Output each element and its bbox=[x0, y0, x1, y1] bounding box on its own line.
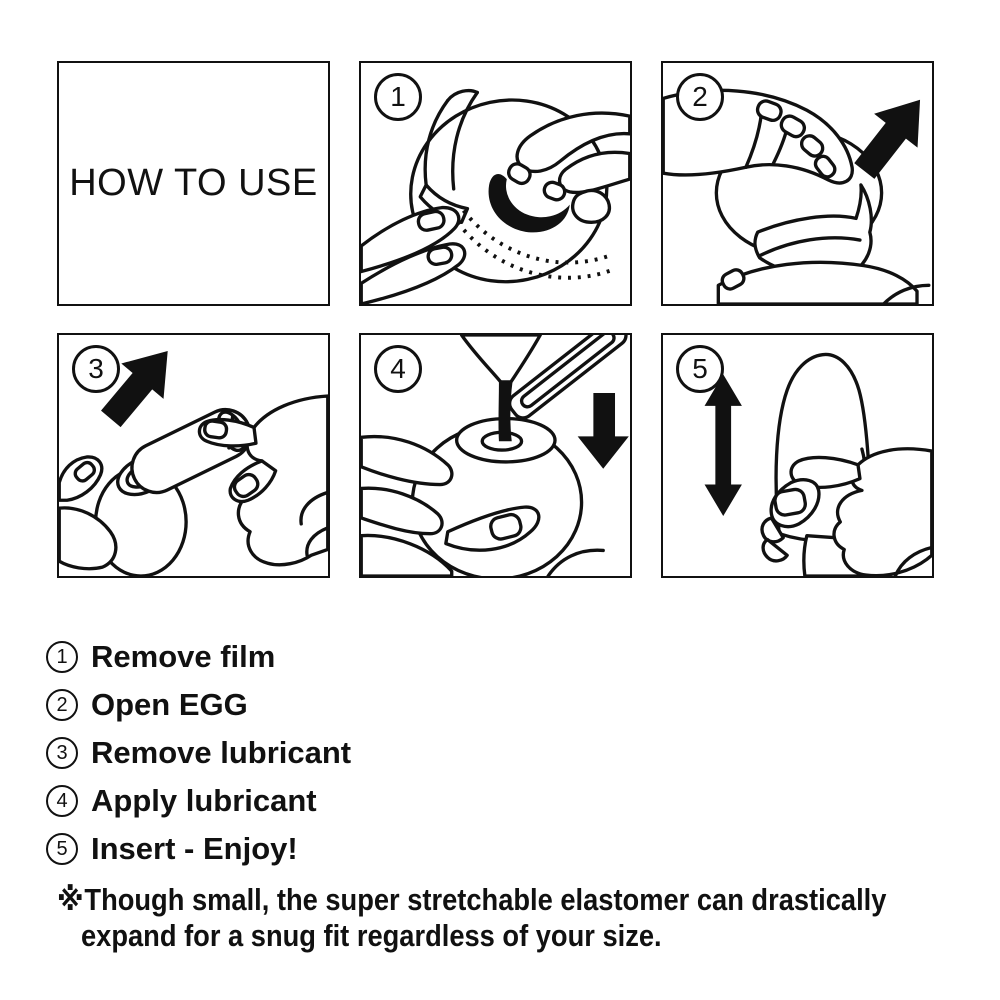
step-3-number-badge: 3 bbox=[72, 345, 120, 393]
capsule-spout bbox=[462, 335, 541, 382]
step-1-circle-number: 1 bbox=[46, 641, 78, 673]
panel-step-1 bbox=[359, 61, 632, 306]
arrow-down-icon bbox=[578, 393, 629, 469]
step-1-number-badge: 1 bbox=[374, 73, 422, 121]
instruction-item-4 bbox=[46, 784, 351, 818]
step-5-circle-number: 5 bbox=[46, 833, 78, 865]
note-line-1-text: Though small, the super stretchable elastomer can drastically bbox=[84, 882, 887, 917]
title-panel bbox=[57, 61, 330, 306]
title-box bbox=[59, 63, 328, 304]
panel-step-5 bbox=[661, 333, 934, 578]
note-line-1 bbox=[57, 882, 886, 918]
step-2-circle-number: 2 bbox=[46, 689, 78, 721]
instruction-label-1: Remove film bbox=[91, 639, 276, 674]
instruction-list bbox=[46, 640, 351, 880]
instruction-item-5 bbox=[46, 832, 351, 866]
panel-step-4 bbox=[359, 333, 632, 578]
instruction-label-5: Insert - Enjoy! bbox=[91, 831, 298, 866]
instruction-item-2 bbox=[46, 688, 351, 722]
note-text bbox=[57, 882, 1000, 954]
right-hand bbox=[199, 396, 327, 565]
panel-step-2 bbox=[661, 61, 934, 306]
step-3-circle-number: 3 bbox=[46, 737, 78, 769]
instruction-label-4: Apply lubricant bbox=[91, 783, 317, 818]
reference-mark: ※ bbox=[57, 882, 84, 917]
panel-step-3 bbox=[57, 333, 330, 578]
step-4-circle-number: 4 bbox=[46, 785, 78, 817]
instruction-item-3 bbox=[46, 736, 351, 770]
page-title: HOW TO USE bbox=[69, 162, 318, 204]
note-line-2: expand for a snug fit regardless of your size. bbox=[81, 918, 662, 953]
step-5-number-badge: 5 bbox=[676, 345, 724, 393]
step-2-number-badge: 2 bbox=[676, 73, 724, 121]
step-4-number-badge: 4 bbox=[374, 345, 422, 393]
instruction-item-1 bbox=[46, 640, 351, 674]
double-arrow-vertical-icon bbox=[705, 374, 742, 516]
lower-hand bbox=[718, 262, 929, 304]
instruction-label-2: Open EGG bbox=[91, 687, 248, 722]
left-hand-pinch bbox=[361, 208, 464, 304]
instruction-label-3: Remove lubricant bbox=[91, 735, 352, 770]
